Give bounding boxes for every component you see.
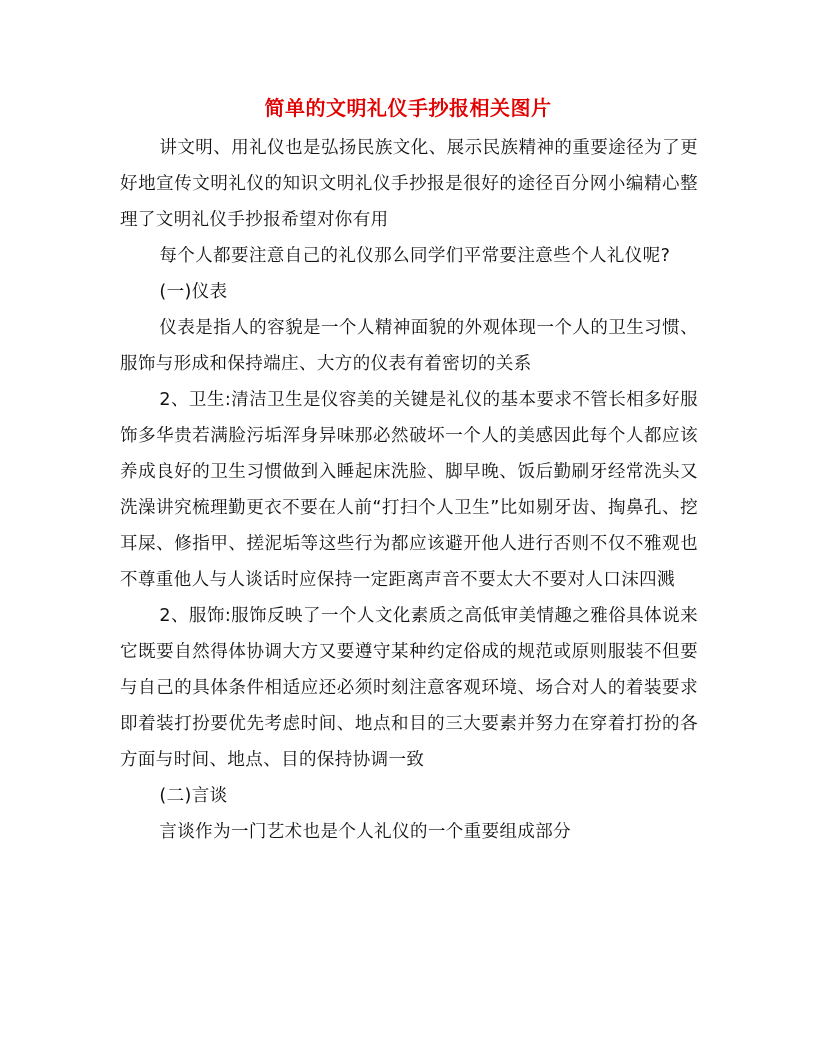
document-title: 简单的文明礼仪手抄报相关图片 (264, 96, 552, 120)
paragraph-clothing: 2、服饰:服饰反映了一个人文化素质之高低审美情趣之雅俗具体说来它既要自然得体协调大方又要遵守某种约定俗成的规范或原则服装不但要与自己的具体条件相适应还必须时刻注意客观环境、场合对人的着装要求即着装打扮要优先考虑时间、地点和目的三大要素并努力在穿着打扮的各方面与时间、地点、目的保持协调一致 (120, 606, 698, 770)
paragraph-hygiene: 2、卫生:清洁卫生是仪容美的关键是礼仪的基本要求不管长相多好服饰多华贵若满脸污垢浑身异味那必然破坏一个人的美感因此每个人都应该养成良好的卫生习惯做到入睡起床洗脸、脚早晚、饭后勤刷牙经常洗头又洗澡讲究梳理勤更衣不要在人前“打扫个人卫生”比如剔牙齿、掏鼻孔、挖耳屎、修指甲、搓泥垢等这些行为都应该避开他人进行否则不仅不雅观也不尊重他人与人谈话时应保持一定距离声音不要太大不要对人口沫四溅 (120, 390, 698, 590)
paragraph-intro: 讲文明、用礼仪也是弘扬民族文化、展示民族精神的重要途径为了更好地宣传文明礼仪的知识文明礼仪手抄报是很好的途径百分网小编精心整理了文明礼仪手抄报希望对你有用 (120, 138, 698, 230)
section-heading-appearance: (一)仪表 (159, 282, 228, 302)
document-body (120, 130, 698, 850)
section-heading-speech: (二)言谈 (159, 786, 228, 806)
paragraph-question: 每个人都要注意自己的礼仪那么同学们平常要注意些个人礼仪呢? (159, 246, 671, 266)
paragraph-appearance: 仪表是指人的容貌是一个人精神面貌的外观体现一个人的卫生习惯、服饰与形成和保持端庄、大方的仪表有着密切的关系 (120, 318, 698, 374)
paragraph-speech: 言谈作为一门艺术也是个人礼仪的一个重要组成部分 (159, 822, 572, 842)
